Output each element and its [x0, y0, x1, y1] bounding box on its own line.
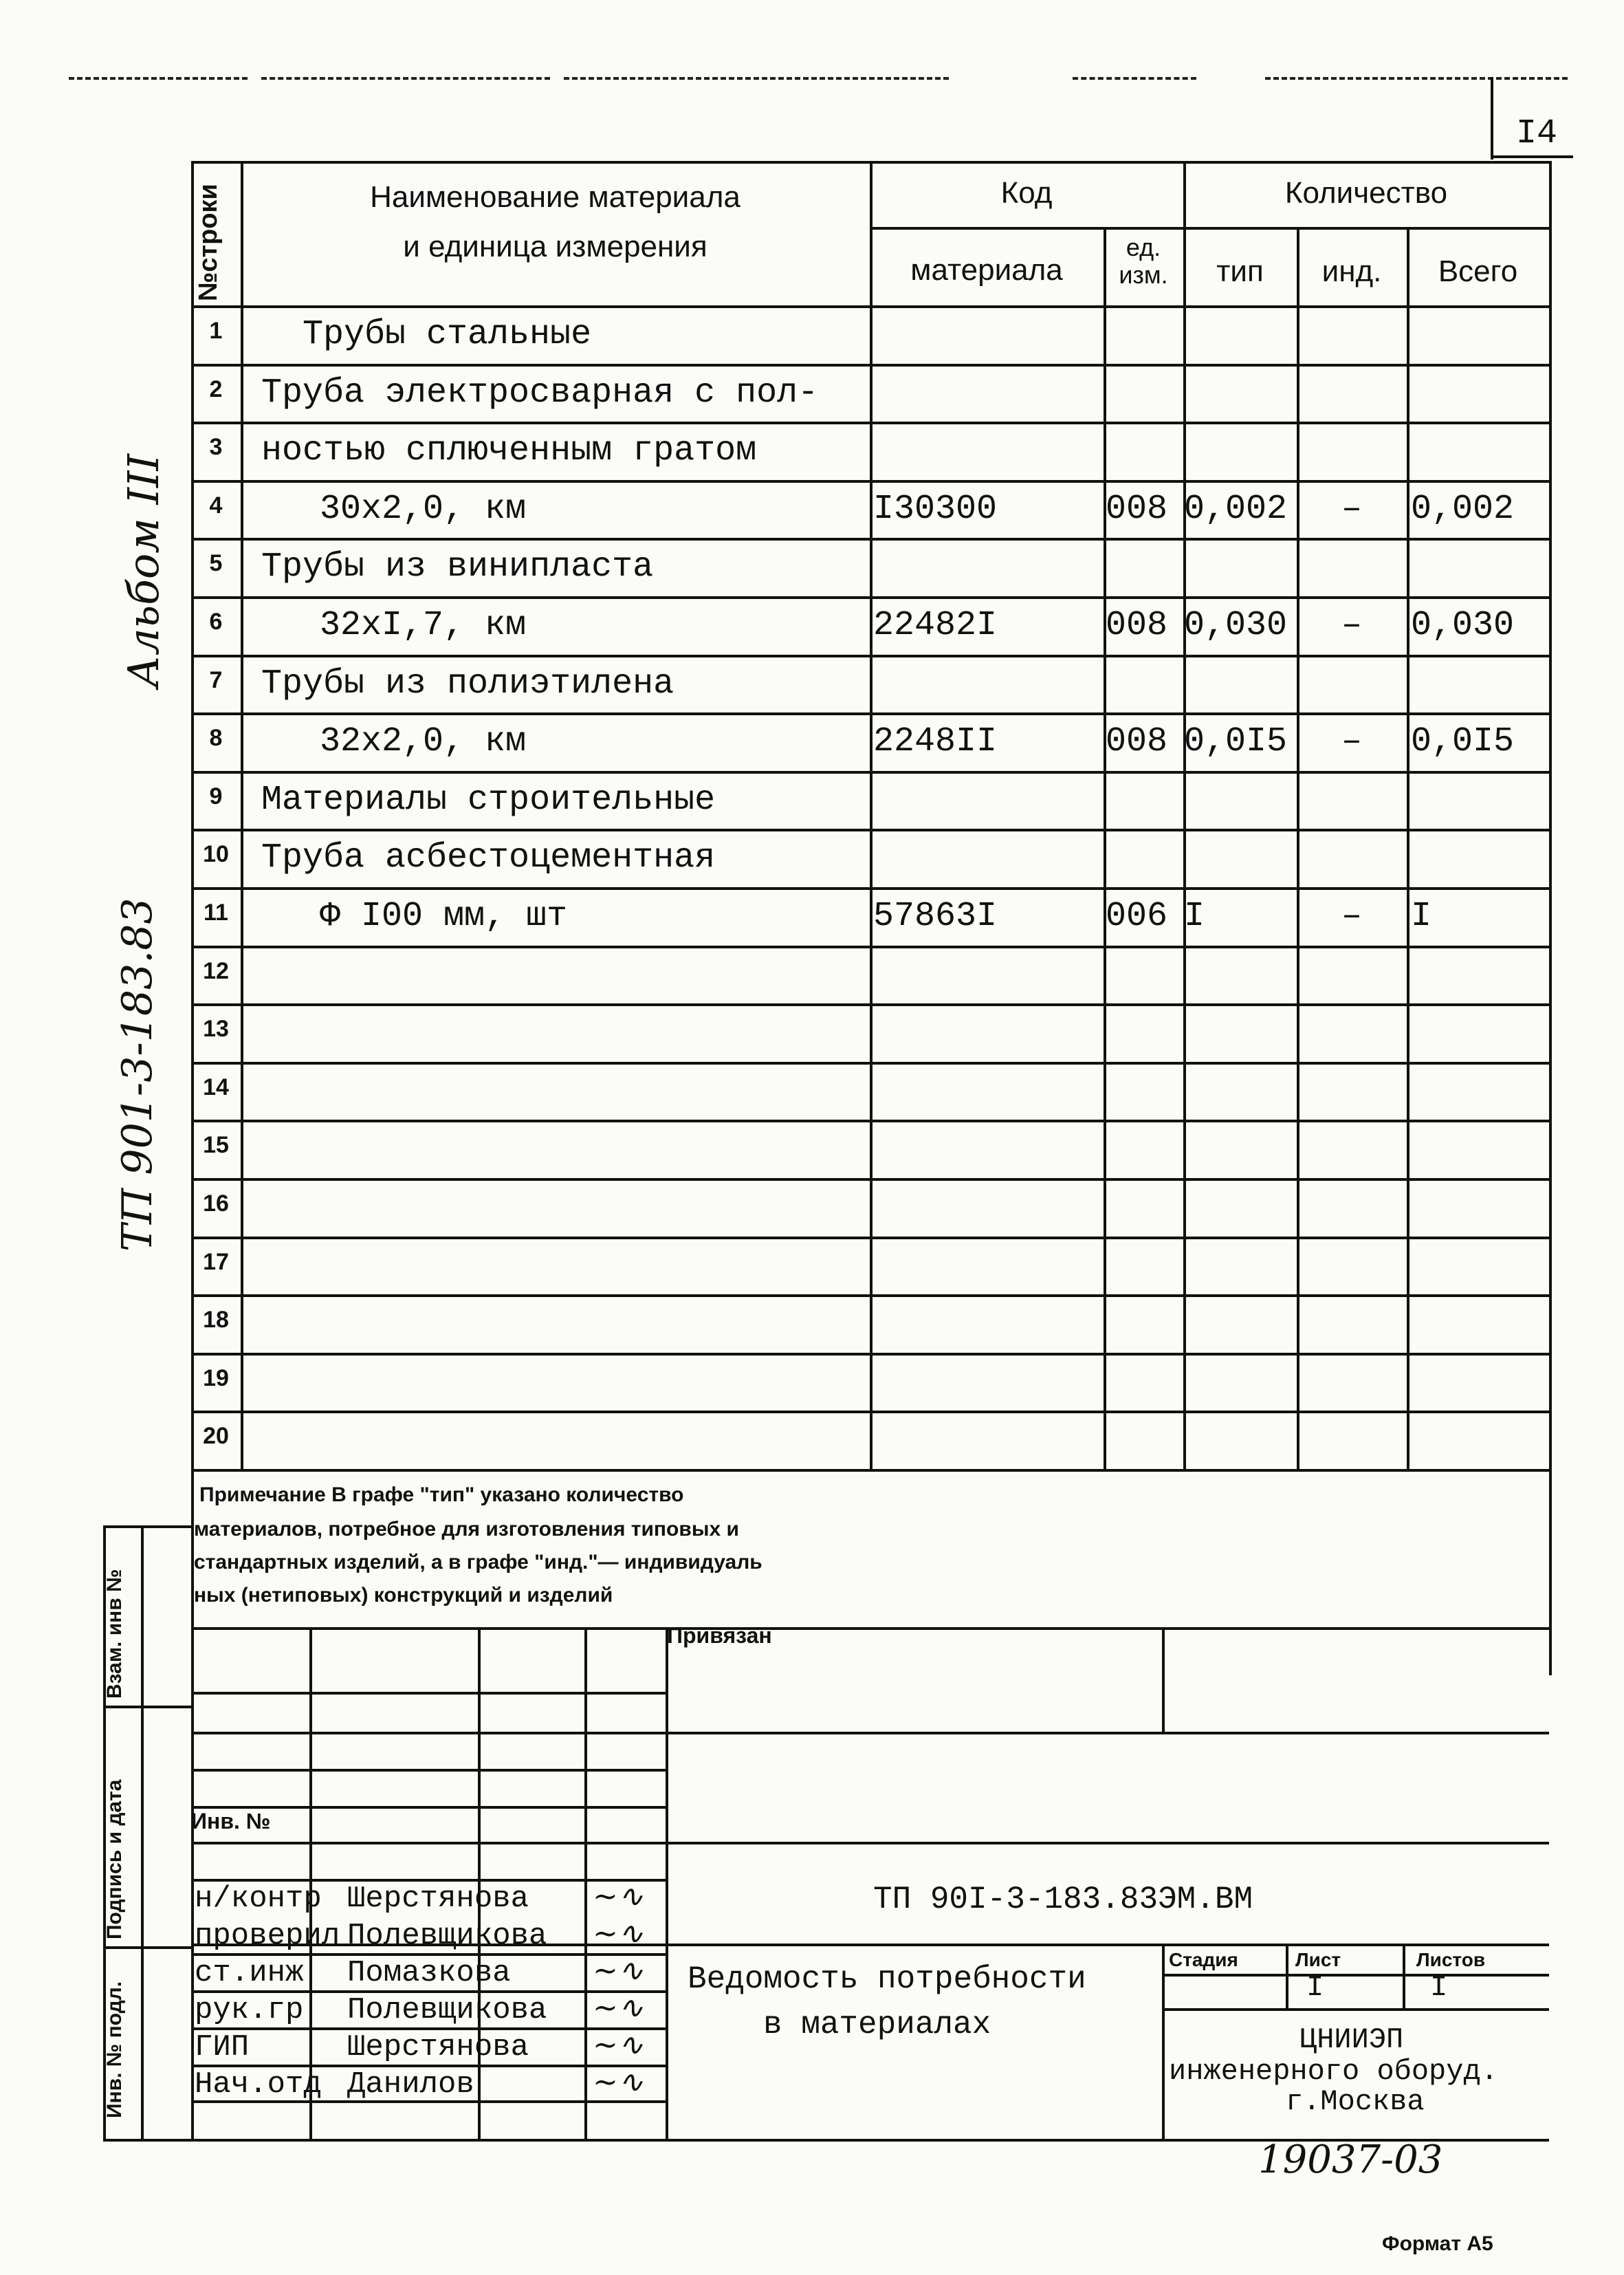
row-qty-ind: –: [1341, 897, 1362, 936]
row-qty-total: 0,002: [1411, 489, 1515, 529]
row-material-code: 57863I: [873, 897, 998, 936]
signer-name: Данилов: [347, 2067, 474, 2102]
column-line: [241, 161, 243, 1469]
side-inv-podl: Инв. № подл.: [103, 1981, 126, 2118]
signer-name: Шерстянова: [347, 2030, 529, 2065]
stamp-row-line: [191, 1769, 666, 1772]
stamp-col-line: [1286, 1944, 1288, 2008]
header-qty-type: тип: [1216, 254, 1264, 288]
signature-icon: ∼∿: [593, 1990, 644, 2025]
doc-code: ТП 90I-3-183.83ЭМ.ВМ: [873, 1882, 1253, 1917]
header-row-number: №строки: [194, 184, 223, 301]
row-material-code: 2248II: [873, 722, 998, 762]
row-number: 3: [209, 434, 223, 461]
row-unit-code: 006: [1106, 897, 1168, 936]
org-line1: ЦНИИЭП: [1299, 2023, 1404, 2056]
header-qty-total: Всего: [1438, 254, 1518, 288]
row-number: 8: [209, 725, 223, 752]
row-material-code: I30300: [873, 489, 998, 529]
row-number: 11: [204, 900, 228, 926]
column-line: [870, 161, 873, 1469]
sheets-label: Листов: [1416, 1949, 1486, 1970]
row-qty-type: I: [1184, 897, 1205, 936]
header-code-unit: ед. изм.: [1119, 233, 1168, 289]
header-code: Код: [1000, 176, 1053, 210]
row-number: 1: [209, 318, 223, 344]
row-qty-ind: –: [1341, 606, 1362, 645]
row-material-name: 30х2,0, км: [320, 489, 527, 529]
column-line: [1407, 227, 1409, 1469]
top-dash-2: [261, 77, 550, 80]
row-number: 5: [209, 550, 223, 577]
signer-name: Помазкова: [347, 1956, 511, 1990]
handwritten-number: 19037-03: [1258, 2137, 1443, 2182]
row-qty-type: 0,002: [1184, 489, 1288, 529]
sheet-value: I: [1306, 1971, 1324, 2004]
side-strip-line: [103, 1706, 191, 1708]
org-line2: инженерного оборуд.: [1169, 2055, 1498, 2088]
note-line-2: материалов, потребное для изготовления типовых и: [194, 1518, 739, 1541]
signer-role: ст.инж: [195, 1956, 304, 1990]
row-number: 18: [203, 1307, 229, 1334]
row-number: 7: [209, 666, 223, 693]
header-quantity: Количество: [1284, 176, 1448, 210]
stage-label: Стадия: [1169, 1949, 1238, 1970]
column-line: [1297, 227, 1299, 1469]
side-vzam-inv: Взам. инв №: [103, 1569, 126, 1699]
note-line-1: [199, 1479, 683, 1512]
side-album: Альбом III: [118, 454, 168, 688]
row-qty-ind: –: [1341, 489, 1362, 529]
side-code: ТП 901-3-183.83: [113, 897, 162, 1252]
table-right-border: [1549, 161, 1552, 1675]
header-name-line1: Наименование материала: [370, 180, 740, 214]
stamp-col-line: [1162, 1944, 1165, 2139]
row-number: 4: [209, 492, 223, 519]
row-material-name: 32хI,7, км: [320, 606, 527, 645]
sheet-number-underline: [1491, 155, 1573, 158]
doc-title-line1: Ведомость потребности: [688, 1961, 1086, 1997]
row-material-name: Трубы из полиэтилена: [261, 664, 674, 704]
row-material-name: Трубы из винипласта: [261, 547, 654, 587]
row-number: 2: [209, 375, 223, 402]
column-line: [1104, 227, 1106, 1469]
stamp-top-line: [191, 1627, 1549, 1630]
row-number: 12: [203, 957, 229, 984]
row-qty-total: I: [1411, 897, 1432, 936]
row-unit-code: 008: [1106, 606, 1168, 645]
row-unit-code: 008: [1106, 489, 1168, 529]
signer-role: ГИП: [195, 2030, 250, 2065]
stamp-col-line: [666, 1627, 668, 2139]
row-number: 6: [209, 609, 223, 635]
signature-icon: ∼∿: [593, 2065, 644, 2100]
row-material-name: Ф I00 мм, шт: [320, 897, 568, 936]
signer-name: Полевщикова: [347, 1993, 547, 2027]
signer-role: н/контр: [195, 1882, 322, 1916]
top-dash-3: [564, 77, 949, 80]
signature-icon: ∼∿: [593, 1879, 644, 1914]
signature-icon: ∼∿: [593, 1916, 644, 1951]
signer-role: рук.гр: [195, 1993, 304, 2027]
row-number: 9: [209, 783, 223, 809]
note-top-line: [191, 1469, 1549, 1472]
row-material-name: Материалы строительные: [261, 780, 716, 820]
top-dash-4: [1073, 77, 1196, 80]
privyazan-label: Привязан: [667, 1623, 772, 1648]
doc-title-line2: в материалах: [763, 2007, 991, 2043]
sheets-value: I: [1430, 1971, 1448, 2004]
stamp-stage-bottom: [1162, 2008, 1549, 2011]
row-material-name: ностью сплюченным гратом: [261, 431, 757, 471]
stamp-col-line: [1403, 1944, 1405, 2008]
sheet-number: I4: [1516, 114, 1558, 153]
header-qty-ind: инд.: [1321, 254, 1382, 288]
signer-role: Нач.отд: [195, 2067, 322, 2102]
row-qty-type: 0,0I5: [1184, 722, 1288, 762]
signature-icon: ∼∿: [593, 2027, 644, 2062]
side-strip-top: [103, 1525, 191, 1528]
side-strip-line: [103, 1946, 191, 1949]
row-material-name: Труба асбестоцементная: [261, 838, 716, 878]
sheet-number-divider: [1491, 77, 1493, 160]
org-line3: г.Москва: [1286, 2085, 1425, 2118]
row-number: 20: [203, 1423, 229, 1450]
signer-name: Полевщикова: [347, 1919, 547, 1953]
row-number: 19: [203, 1364, 229, 1391]
row-qty-total: 0,0I5: [1411, 722, 1515, 762]
stamp-row-line: [191, 1692, 666, 1695]
header-mid-line: [870, 227, 1549, 230]
stamp-title-line: [191, 1842, 1549, 1844]
note-line-3: стандартных изделий, а в графе "инд."— индивидуаль: [194, 1551, 762, 1574]
row-qty-type: 0,030: [1184, 606, 1288, 645]
top-dash-1: [69, 77, 248, 80]
stamp-col-line: [584, 1627, 587, 2139]
row-number: 14: [203, 1074, 229, 1100]
stamp-row-line: [191, 1732, 1549, 1734]
header-name-line2: и единица измерения: [403, 230, 707, 263]
signer-role: проверил: [195, 1919, 340, 1953]
stamp-col-line: [1162, 1627, 1165, 1732]
column-line: [1183, 161, 1186, 1469]
row-material-name: Трубы стальные: [303, 315, 592, 354]
note-line-4: ных (нетиповых) конструкций и изделий: [194, 1584, 613, 1607]
row-qty-ind: –: [1341, 722, 1362, 762]
row-qty-total: 0,030: [1411, 606, 1515, 645]
row-material-name: Труба электросварная с пол-: [261, 373, 819, 413]
side-strip-mid: [141, 1525, 144, 2139]
row-unit-code: 008: [1106, 722, 1168, 762]
row-number: 16: [203, 1190, 229, 1217]
row-material-code: 22482I: [873, 606, 998, 645]
side-podpis-data: Подпись и дата: [103, 1779, 126, 1939]
row-material-name: 32х2,0, км: [320, 722, 527, 762]
row-number: 15: [203, 1132, 229, 1159]
row-number: 13: [203, 1016, 229, 1043]
row-number: 17: [203, 1248, 229, 1275]
sheet-label: Лист: [1295, 1949, 1341, 1970]
row-number: 10: [203, 841, 229, 868]
inv-no-label: Инв. №: [191, 1809, 271, 1833]
top-dash-5: [1265, 77, 1568, 80]
signer-name: Шерстянова: [347, 1882, 529, 1916]
signature-icon: ∼∿: [593, 1953, 644, 1988]
header-code-material: материала: [910, 253, 1063, 287]
stamp-stage-line: [1162, 1974, 1549, 1977]
note-text-1: Примечание В графе "тип" указано количество: [199, 1483, 684, 1506]
format-label: Формат А5: [1382, 2232, 1493, 2255]
